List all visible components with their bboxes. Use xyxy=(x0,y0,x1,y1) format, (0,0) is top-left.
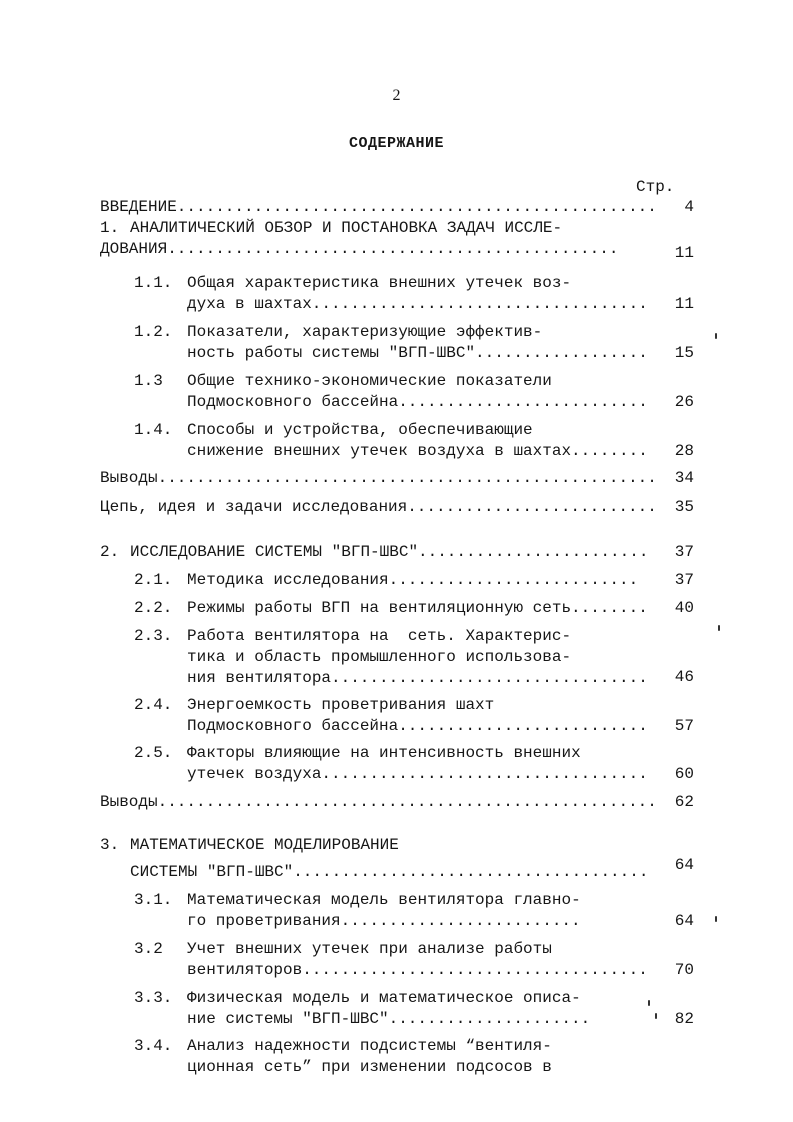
toc-entry-page: 40 xyxy=(674,599,694,617)
toc-entry-text: Выводы xyxy=(100,469,158,487)
toc-entry-text: Математическая модель вентилятора главно- xyxy=(187,891,581,909)
dot-leader: .................................................... xyxy=(157,469,657,487)
toc-entry-text: Факторы влияющие на интенсивность внешних xyxy=(187,744,581,762)
toc-entry-text: ния вентилятора xyxy=(187,669,332,687)
toc-entry-text: ность работы системы "ВГП-ШВС" xyxy=(187,344,476,362)
toc-entry-page: 37 xyxy=(674,543,694,561)
scan-speck xyxy=(718,625,720,631)
toc-entry-page: 70 xyxy=(674,961,694,979)
toc-entry-page: 15 xyxy=(674,344,694,362)
toc-entry-text: Цепь, идея и задачи исследования xyxy=(100,498,408,516)
toc-entry-number: 2.1. xyxy=(134,571,173,589)
toc-entry-text: Энергоемкость проветривания шахт xyxy=(187,696,495,714)
toc-entry-number: 3. xyxy=(100,836,120,854)
toc-entry-number: 2.3. xyxy=(134,627,173,645)
toc-entry-page: 28 xyxy=(674,442,694,460)
toc-entry-page: 82 xyxy=(674,1010,694,1028)
toc-entry-page: 11 xyxy=(674,295,694,313)
toc-entry-text: вентиляторов xyxy=(187,961,303,979)
dot-leader: ........................ xyxy=(418,543,649,561)
toc-entry-text: МАТЕМАТИЧЕСКОЕ МОДЕЛИРОВАНИЕ xyxy=(130,836,399,854)
toc-entry-text: АНАЛИТИЧЕСКИЙ ОБЗОР И ПОСТАНОВКА ЗАДАЧ ИССЛЕ- xyxy=(130,219,563,237)
dot-leader: .......................... xyxy=(407,498,657,516)
dot-leader: .................. xyxy=(475,344,648,362)
toc-entry-number: 3.3. xyxy=(134,989,173,1007)
toc-entry-number: 3.2 xyxy=(134,940,163,958)
toc-entry-page: 34 xyxy=(674,469,694,487)
dot-leader: ........ xyxy=(571,442,648,460)
toc-entry-text: ДОВАНИЯ xyxy=(100,240,168,258)
dot-leader: ................................... xyxy=(311,295,648,313)
dot-leader: ..................... xyxy=(388,1010,591,1028)
dot-leader: .......................... xyxy=(398,717,648,735)
toc-entry-text: Работа вентилятора на сеть. Характерис- xyxy=(187,627,572,645)
toc-entry-page: 37 xyxy=(674,571,694,589)
scan-speck xyxy=(655,1013,657,1019)
toc-entry-text: Подмосковного бассейна xyxy=(187,393,399,411)
toc-entry-number: 2. xyxy=(100,543,120,561)
toc-entry-number: 3.4. xyxy=(134,1037,173,1055)
toc-entry-page: 35 xyxy=(674,498,694,516)
toc-entry-page: 64 xyxy=(674,856,694,874)
toc-entry-text: Способы и устройства, обеспечивающие xyxy=(187,421,533,439)
toc-entry-text: ИССЛЕДОВАНИЕ СИСТЕМЫ "ВГП-ШВС" xyxy=(130,543,419,561)
toc-entry-page: 4 xyxy=(684,198,694,216)
toc-entry-text: Методика исследования xyxy=(187,571,389,589)
scan-speck xyxy=(715,333,717,339)
dot-leader: .......................... xyxy=(388,571,639,589)
page-column-label: Стр. xyxy=(636,178,675,196)
toc-entry-page: 57 xyxy=(674,717,694,735)
dot-leader: ......................... xyxy=(340,912,581,930)
toc-entry-page: 26 xyxy=(674,393,694,411)
toc-entry-text: ние системы "ВГП-ШВС" xyxy=(187,1010,389,1028)
toc-entry-text: Выводы xyxy=(100,793,158,811)
toc-entry-text: снижение внешних утечек воздуха в шахтах xyxy=(187,442,572,460)
toc-entry-text: ВВЕДЕНИЕ xyxy=(100,198,177,216)
dot-leader: ........ xyxy=(571,599,648,617)
toc-entry-text: СИСТЕМЫ "ВГП-ШВС" xyxy=(130,863,294,881)
toc-entry-text: Анализ надежности подсистемы “вентиля- xyxy=(187,1037,552,1055)
toc-entry-text: Физическая модель и математическое описа- xyxy=(187,989,581,1007)
toc-entry-page: 64 xyxy=(674,912,694,930)
dot-leader: .................................................... xyxy=(157,793,657,811)
dot-leader: .................................... xyxy=(302,961,648,979)
toc-entry-page: 11 xyxy=(674,244,694,262)
toc-entry-text: духа в шахтах xyxy=(187,295,312,313)
toc-entry-text: тика и область промышленного использова- xyxy=(187,648,572,666)
toc-entry-number: 3.1. xyxy=(134,891,173,909)
page-number: 2 xyxy=(392,87,401,104)
toc-entry-text: ционная сеть” при изменении подсосов в xyxy=(187,1058,552,1076)
toc-entry-number: 1.1. xyxy=(134,274,173,292)
toc-entry-page: 62 xyxy=(674,793,694,811)
dot-leader: .................................................. xyxy=(176,198,657,216)
toc-entry-number: 2.5. xyxy=(134,744,173,762)
toc-entry-text: утечек воздуха xyxy=(187,765,322,783)
toc-entry-text: Показатели, характеризующие эффектив- xyxy=(187,323,543,341)
toc-entry-text: Общая характеристика внешних утечек воз- xyxy=(187,274,572,292)
toc-entry-number: 2.4. xyxy=(134,696,173,714)
toc-entry-text: Режимы работы ВГП на вентиляционную сеть xyxy=(187,599,572,617)
toc-entry-number: 1.3 xyxy=(134,372,163,390)
toc-entry-text: Учет внешних утечек при анализе работы xyxy=(187,940,552,958)
dot-leader: ..................................... xyxy=(293,863,649,881)
scan-speck xyxy=(648,1000,650,1006)
toc-entry-number: 1. xyxy=(100,219,120,237)
dot-leader: .......................... xyxy=(398,393,648,411)
dot-leader: ............................................... xyxy=(167,240,619,258)
toc-entry-page: 46 xyxy=(674,668,694,686)
toc-entry-text: го проветривания xyxy=(187,912,341,930)
scan-speck xyxy=(715,916,717,922)
toc-entry-number: 2.2. xyxy=(134,599,173,617)
dot-leader: ................................. xyxy=(331,669,648,687)
toc-entry-text: Подмосковного бассейна xyxy=(187,717,399,735)
dot-leader: .................................. xyxy=(321,765,648,783)
page-title: СОДЕРЖАНИЕ xyxy=(348,135,444,152)
toc-entry-text: Общие технико-экономические показатели xyxy=(187,372,552,390)
toc-entry-number: 1.4. xyxy=(134,421,173,439)
toc-entry-page: 60 xyxy=(674,765,694,783)
toc-entry-number: 1.2. xyxy=(134,323,173,341)
